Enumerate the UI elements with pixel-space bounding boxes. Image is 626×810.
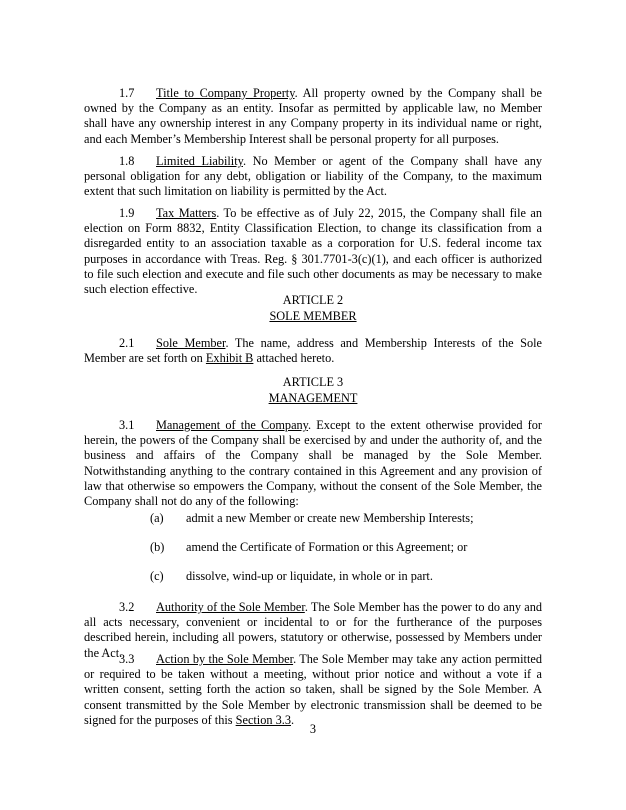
section-text: . The Sole Member has the power to do any and all acts necessary, convenient or incidental to or for the furtherance of the purposes described herein, including all powers, statutory or otherwise, possessed by Members under the Act.: [84, 600, 543, 660]
section-1-9: [84, 206, 542, 297]
section-number: 3.3: [119, 652, 135, 666]
section-number: 2.1: [119, 336, 135, 350]
section-number: 1.8: [119, 154, 135, 168]
section-text: . Except to the extent otherwise provided for herein, the powers of the Company shall be exercised by and under the authority of, and the business and affairs of the Company shall be managed by the Sole Member. Notwithstanding anything to the contrary contained in this Agreement and any provision of law that otherwise so empowers the Company, without the consent of the Sole Member, the Company shall not do any of the following:: [84, 418, 542, 509]
section-2-1: [84, 336, 542, 366]
section-text-end: attached hereto.: [253, 351, 335, 366]
section-title: Tax Matters: [156, 206, 217, 220]
list-item: [150, 569, 550, 584]
article-label: ARTICLE 3: [282, 375, 344, 389]
section-text: . The Sole Member may take any action permitted or required to be taken without a meeting, without prior notice and without a vote if a written consent, setting forth the action so taken, shall be signed by the Sole Member. A consent transmitted by the Sole Member by electronic transmission shall be deemed to be signed for the purposes of this: [84, 652, 542, 727]
section-text-end: .: [290, 712, 295, 727]
list-item-label: (a): [150, 511, 164, 525]
section-number: 1.7: [119, 86, 135, 100]
list-item-label: (c): [150, 569, 164, 583]
section-title: Management of the Company: [156, 418, 309, 432]
section-1-8: [84, 154, 542, 200]
exhibit-b-reference: Exhibit B: [205, 351, 254, 366]
list-item-text: dissolve, wind-up or liquidate, in whole or in part.: [186, 569, 433, 583]
list-item-text: amend the Certificate of Formation or this Agreement; or: [186, 540, 468, 554]
section-3-3-reference: Section 3.3: [235, 712, 291, 727]
section-title: Title to Company Property: [156, 86, 295, 100]
section-text: . No Member or agent of the Company shall have any personal obligation for any debt, obligation or liability of the Company, to the maximum extent that such limitation on liability is permitted by the Act.: [84, 154, 542, 199]
section-text: . The name, address and Membership Interests of the Sole Member are set forth on: [84, 336, 542, 366]
section-3-1: [84, 418, 542, 509]
section-number: 3.1: [119, 418, 135, 432]
list-item: [150, 511, 550, 526]
list-item-text: admit a new Member or create new Membership Interests;: [186, 511, 474, 525]
list-item-label: (b): [150, 540, 165, 554]
section-title: Sole Member: [156, 336, 226, 350]
section-text: . To be effective as of July 22, 2015, the Company shall file an election on Form 8832, Entity Classification Election, to change its classification from a disregarded entity to an association taxable as a corporation for U.S. federal income tax purposes in accordance with Treas. Reg. § 301.7701-3(c)(1), and each officer is authorized to file such election and execute and file such other documents as may be necessary to make such election effective.: [84, 206, 542, 297]
section-title: Authority of the Sole Member: [156, 600, 305, 614]
article-2-heading: [84, 293, 542, 324]
section-number: 1.9: [119, 206, 135, 220]
article-title: SOLE MEMBER: [269, 308, 357, 323]
section-1-7: [84, 86, 542, 147]
section-text: . All property owned by the Company shall be owned by the Company as an entity. Insofar as permitted by applicable law, no Member shall have any ownership interest in any Company property in its individual name or right, and each Member’s Membership Interest shall be personal property for all purposes.: [84, 86, 542, 146]
section-number: 3.2: [119, 600, 135, 614]
section-title: Action by the Sole Member: [156, 652, 294, 666]
list-item: [150, 540, 550, 555]
page-number: 3: [309, 722, 317, 736]
article-3-heading: [84, 375, 542, 406]
section-3-3: [84, 652, 542, 728]
article-title: MANAGEMENT: [268, 390, 358, 405]
section-title: Limited Liability: [156, 154, 243, 168]
article-label: ARTICLE 2: [282, 293, 344, 307]
